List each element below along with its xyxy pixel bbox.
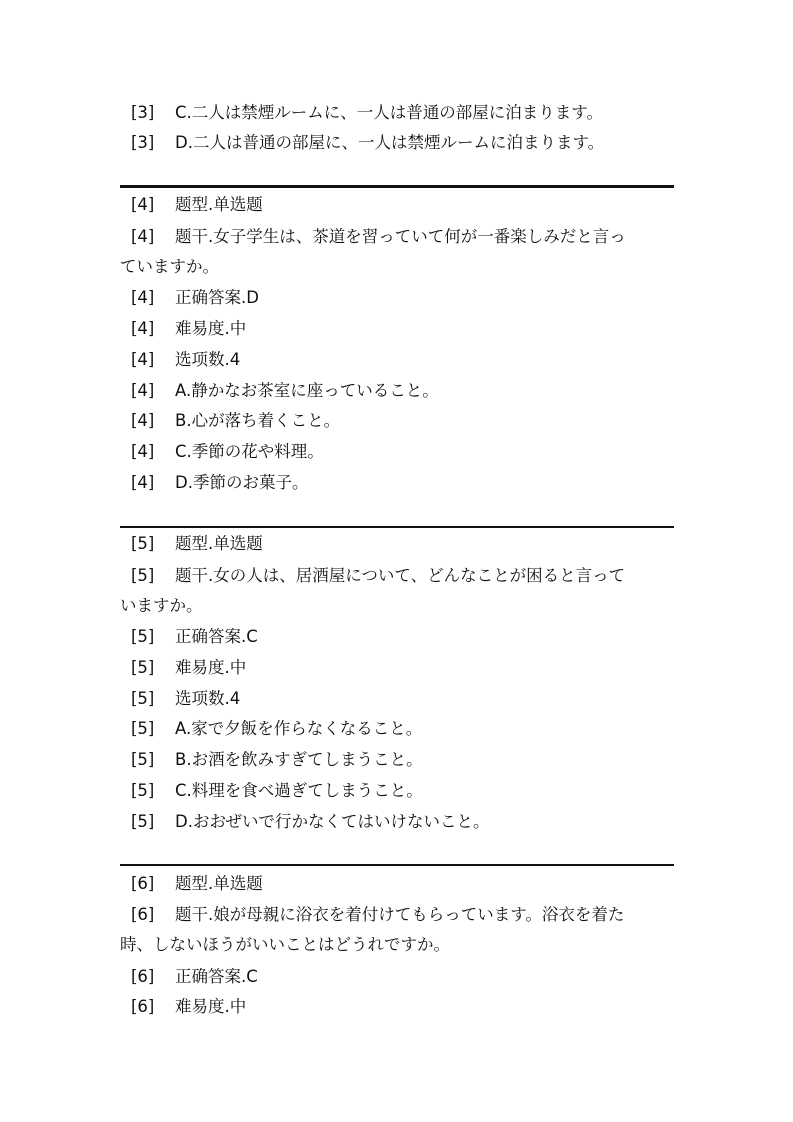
q3-tag: [3] — [131, 133, 155, 152]
document-page: [3] C.二人は禁煙ルームに、一人は普通の部屋に泊まります。 [3] D.二人は普通の部屋に、一人は禁煙ルームに泊まります。 [4] 题型.单选题 [4] 题干.女子学生は、茶道を習っていて何が一番楽しみだと言っ ていますか。 [4] 正确答案.D [4] 难易度.中 [4] 选项数.4 [4] A.静かなお茶室に座っていること。 [4] B.心が落ち着くこと。 [4] C.季節の花や料理。 [4] D.季節のお菓子。 [5] 题型.单选题 [5] 题干.女の人は、居酒屋について、どんなことが困ると言って いますか。 [5] 正确答案.C [5] 难易度.中 [5] 选项数.4 [5] A.家で夕飯を作らなくなること。 [5] B.お酒を飲みすぎてしまうこと。 [5] C.料理を食べ過ぎてしまうこと。 [5] D.おおぜいで行かなくてはいけないこと。 [6] 题型.单选题 [6] 题干.娘が母親に浴衣を着付けてもらっています。浴衣を着た 時、しないほうがいいことはどうれですか。 [6] 正确答案.C [6] 难易度.中 — [0, 0, 793, 1122]
section-divider — [120, 864, 674, 866]
q4-stem-continued: ていますか。 — [120, 257, 219, 276]
q5-stem-continued: いますか。 — [120, 596, 203, 615]
q3-option-c-text: C.二人は禁煙ルームに、一人は普通の部屋に泊まります。 — [175, 103, 603, 122]
q3-tag: [3] — [131, 103, 155, 122]
section-divider — [120, 526, 674, 528]
section-divider — [120, 185, 674, 188]
q6-stem-continued: 時、しないほうがいいことはどうれですか。 — [120, 935, 450, 954]
q3-option-d-text: D.二人は普通の部屋に、一人は禁煙ルームに泊まります。 — [175, 133, 605, 152]
